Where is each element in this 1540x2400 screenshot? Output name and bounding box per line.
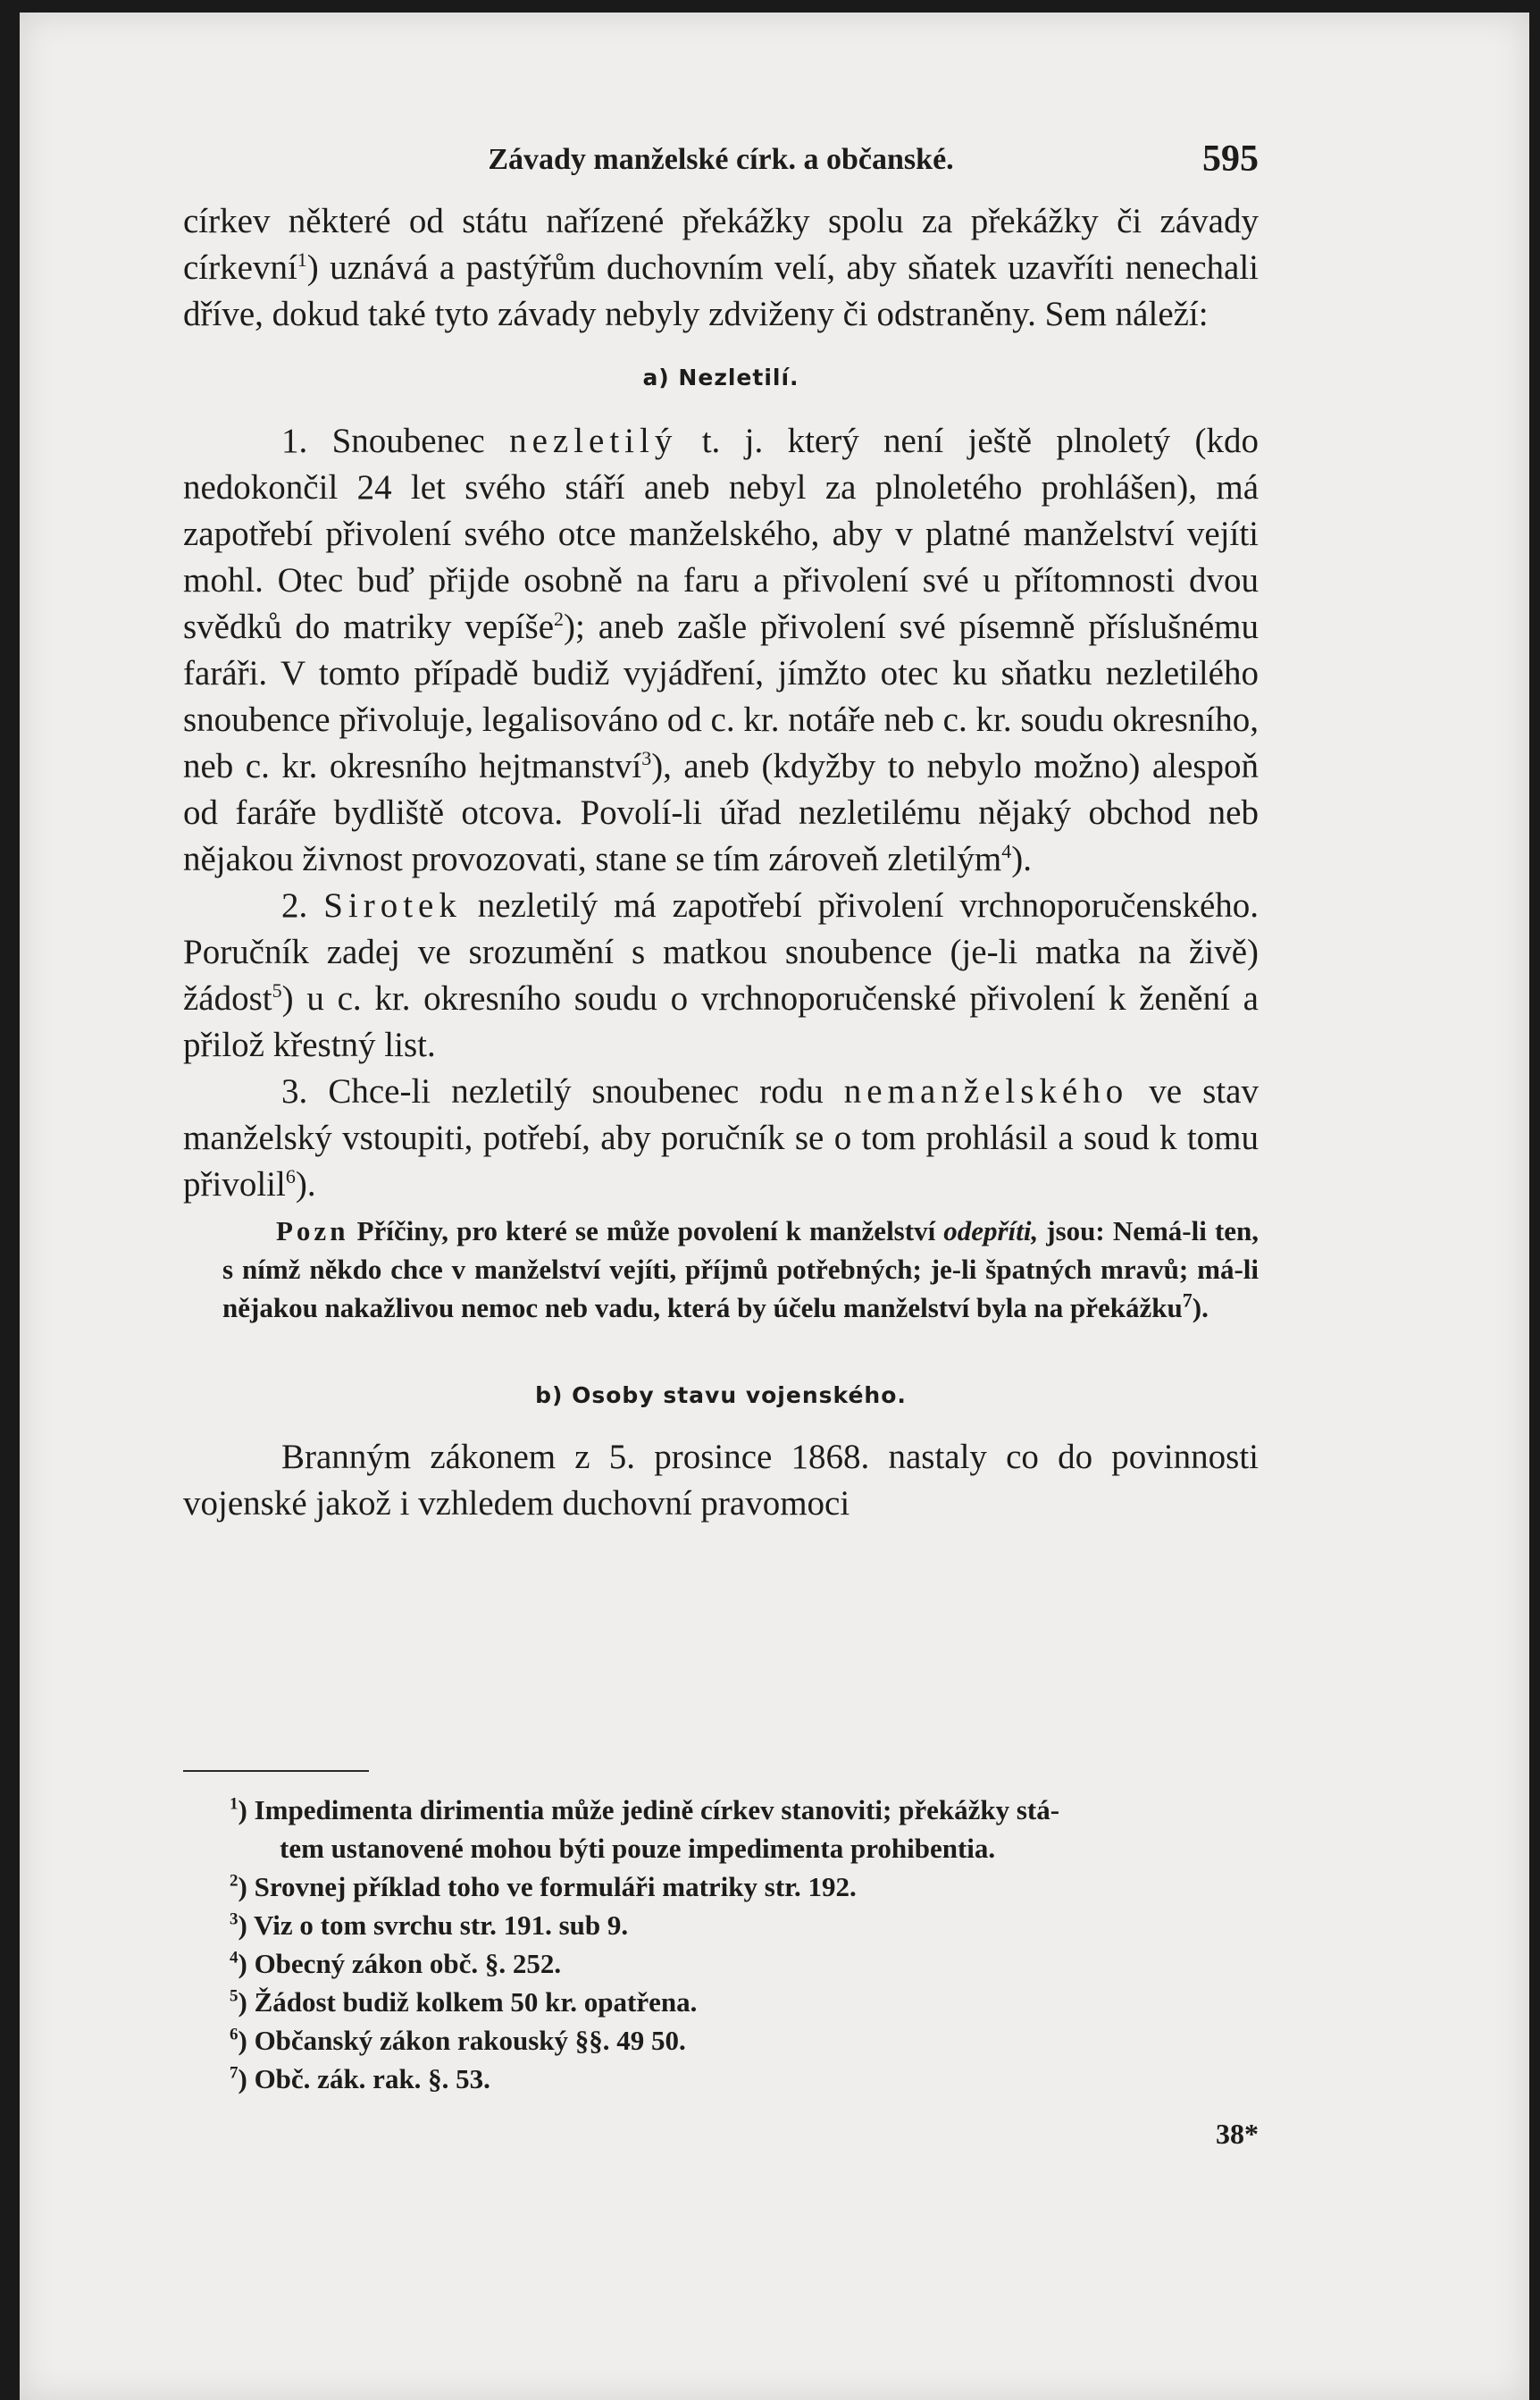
para3-start: 3. Chce-li nezletilý snoubenec rodu xyxy=(281,1072,824,1111)
paragraph-3 xyxy=(183,1069,1259,1208)
footnote-1 xyxy=(230,1791,1259,1867)
footnote-mark: 7 xyxy=(230,2063,239,2083)
footnote-5 xyxy=(230,1983,1259,2021)
footnote-mark: 5 xyxy=(230,1986,239,2006)
page-number: 595 xyxy=(1202,138,1259,180)
para1-text-1: t. j. který není ještě plnoletý (kdo nedokončil 24 let svého stáří aneb nebyl za plnoletého prohlášen), má zapotřebí přivolení svého otce manželského, aby v platné manželství vejíti mohl. Otec buď přijde osobně na faru a přivolení své u přítomnosti dvou svědků do matriky vepíše xyxy=(183,422,1260,646)
para3-spaced-term: nemanželského xyxy=(843,1072,1129,1111)
body-text xyxy=(183,198,1259,1527)
note-label: Pozn xyxy=(276,1215,349,1246)
footnote-text: ) Impedimenta dirimentia může jedině církev stanoviti; překážky stá- xyxy=(238,1794,1060,1825)
footnote-3 xyxy=(230,1906,1259,1944)
note-text-1: Příčiny, pro které se může povolení k manželství xyxy=(356,1215,936,1246)
section-heading-b: b) Osoby stavu vojenského. xyxy=(535,1382,907,1408)
intro-text-1: církev některé od státu nařízené překážky spolu za překážky či závady církevní xyxy=(183,202,1259,287)
intro-text-2: ) uznává a pastýřům duchovním velí, aby sňatek uzavříti nenechali dříve, dokud také tyto závady nebyly zdviženy či odstraněny. Sem náleží: xyxy=(183,248,1259,333)
footnote-ref-5: 5 xyxy=(272,979,282,1002)
para3-text-2: ). xyxy=(295,1165,316,1204)
footnote-ref-4: 4 xyxy=(1001,840,1012,862)
remark-note xyxy=(222,1212,1259,1327)
footnote-divider xyxy=(183,1770,369,1772)
footnote-6 xyxy=(230,2021,1259,2060)
para1-text-4: ). xyxy=(1011,840,1032,878)
footnote-7 xyxy=(230,2060,1259,2098)
paragraph-2 xyxy=(183,883,1259,1069)
book-page xyxy=(20,13,1529,2400)
para2-spaced-term: Sirotek xyxy=(323,886,462,925)
intro-paragraph xyxy=(183,198,1259,338)
para2-start: 2. xyxy=(281,886,308,925)
note-italic: odepříti, xyxy=(943,1215,1039,1246)
paragraph-4: Branným zákonem z 5. prosince 1868. nastaly co do povinnosti vojenské jakož i vzhledem duchovní pravomoci xyxy=(183,1438,1259,1523)
para2-text-2: ) u c. kr. okresního soudu o vrchnoporučenské přivolení k ženění a přilož křestný list. xyxy=(183,979,1259,1064)
footnote-text: ) Občanský zákon rakouský §§. 49 50. xyxy=(238,2025,686,2056)
footnote-text: ) Obč. zák. rak. §. 53. xyxy=(238,2063,490,2094)
footnote-2 xyxy=(230,1867,1259,1906)
paragraph-1 xyxy=(183,418,1259,883)
para1-spaced-term: nezletilý xyxy=(509,422,678,460)
footnote-mark: 3 xyxy=(230,1909,239,1929)
running-head xyxy=(183,138,1259,182)
footnote-4 xyxy=(230,1944,1259,1983)
section-heading-a: a) Nezletilí. xyxy=(642,365,799,390)
footnote-text: ) Žádost budiž kolkem 50 kr. opatřena. xyxy=(238,1986,698,2018)
footnote-mark: 1 xyxy=(230,1794,239,1814)
para2-text-1: nezletilý má zapotřebí přivolení vrchnoporučenského. Poručník zadej ve srozumění s matkou snoubence (je-li matka na živě) žádost xyxy=(183,886,1259,1018)
running-title: Závady manželské círk. a občanské. xyxy=(488,143,954,176)
para1-start: 1. Snoubenec xyxy=(281,422,485,460)
footnote-mark: 2 xyxy=(230,1871,239,1891)
footnote-mark: 6 xyxy=(230,2025,239,2044)
para3-text-1: ve stav manželský vstoupiti, potřebí, aby poručník se o tom prohlásil a soud k tomu přivolil xyxy=(183,1072,1259,1204)
para1-text-3: ), aneb (kdyžby to nebylo možno) alespoň od faráře bydliště otcova. Povolí-li úřad nezletilému nějaký obchod neb nějakou živnost provozovati, stane se tím zároveň zletilým xyxy=(183,747,1259,878)
printer-signature-mark: 38* xyxy=(1216,2118,1259,2150)
note-text-3: ). xyxy=(1192,1292,1209,1323)
footnote-ref-7: 7 xyxy=(1182,1288,1193,1312)
footnote-ref-3: 3 xyxy=(641,747,652,769)
footnote-ref-6: 6 xyxy=(285,1165,296,1187)
footnote-text: ) Obecný zákon obč. §. 252. xyxy=(238,1948,562,1979)
footnote-ref-2: 2 xyxy=(554,608,565,630)
footnote-text: ) Viz o tom svrchu str. 191. sub 9. xyxy=(238,1909,629,1941)
footnotes xyxy=(230,1791,1259,2098)
footnote-mark: 4 xyxy=(230,1948,239,1968)
note-text-2: jsou: Nemá-li ten, s nímž někdo chce v manželství vejíti, příjmů potřebných; je-li špatných mravů; má-li nějakou nakažlivou nemoc neb vadu, která by účelu manželství byla na překážku xyxy=(222,1215,1260,1323)
footnote-ref-1: 1 xyxy=(297,248,307,271)
footnote-text: ) Srovnej příklad toho ve formuláři matriky str. 192. xyxy=(238,1871,857,1902)
para1-text-2: ); aneb zašle přivolení své písemně příslušnému faráři. V tomto případě budiž vyjádření, jímžto otec ku sňatku nezletilého snoubence přivoluje, legalisováno od c. kr. notáře neb c. kr. soudu okresního, neb c. kr. okresního hejtmanství xyxy=(183,608,1259,785)
footnote-text-continued: tem ustanovené mohou býti pouze impedimenta prohibentia. xyxy=(280,1833,996,1864)
